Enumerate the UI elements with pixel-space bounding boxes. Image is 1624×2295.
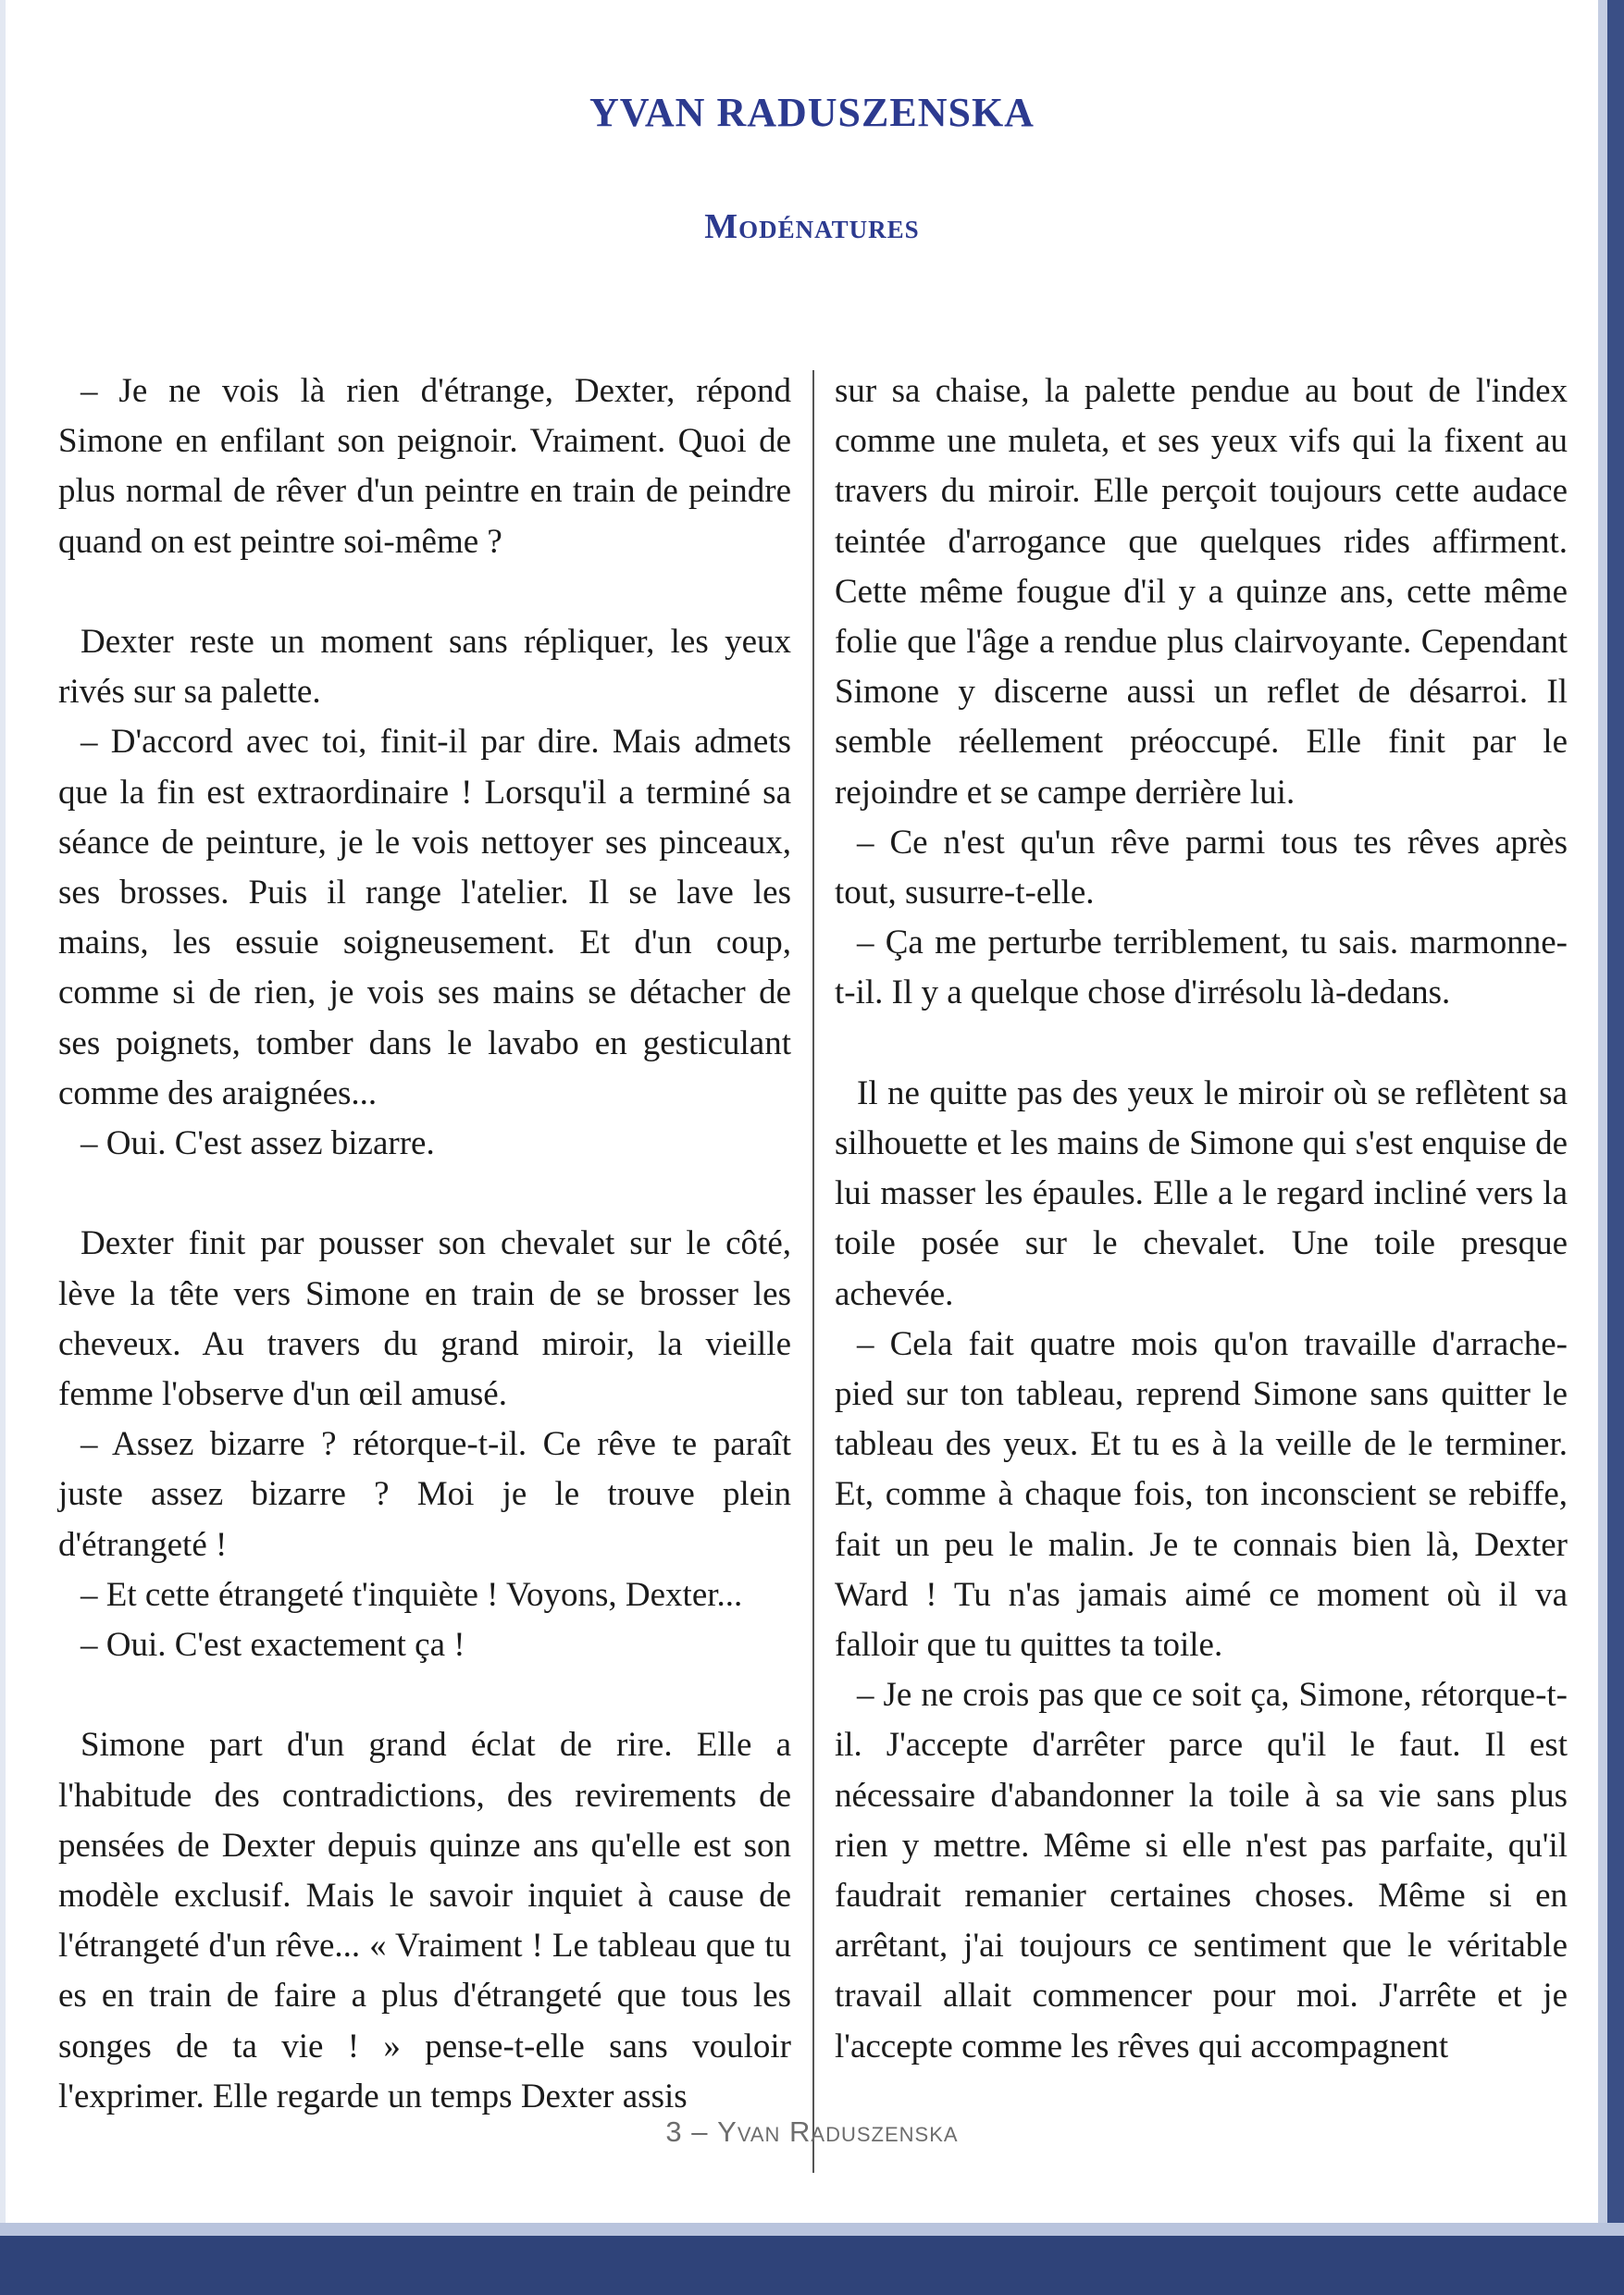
paragraph: – Assez bizarre ? rétorque-t-il. Ce rêve te paraît juste assez bizarre ? Moi je le trouve plein d'étrangeté ! — [58, 1425, 791, 1564]
page-footer — [0, 2115, 1624, 2149]
text-column-right — [835, 366, 1568, 2072]
paragraph: – D'accord avec toi, finit-il par dire. Mais admets que la fin est extraordinaire ! Lorsqu'il a terminé sa séance de peinture, je le vois nettoyer ses pinceaux, ses brosses. Puis il range l'atelier. Il se lave les mains, les essuie soigneusement. Et d'un coup, comme si de rien, je vois ses mains se détacher de ses poignets, tomber dans le lavabo en gesticulant comme des araignées... — [58, 723, 791, 1112]
paragraph-gap — [58, 1670, 791, 1720]
paragraph-gap — [58, 567, 791, 617]
paragraph: – Oui. C'est assez bizarre. — [81, 1124, 435, 1163]
page-frame-right — [1607, 0, 1624, 2295]
paragraph: Il ne quitte pas des yeux le miroir où se reflètent sa silhouette et les mains de Simone qui s'est enquise de lui masser les épaules. Elle a le regard incliné vers la toile posée sur le chevalet. Une toile presque achevée. — [835, 1073, 1568, 1313]
page-frame-bottom — [0, 2232, 1624, 2295]
paragraph-gap — [58, 1169, 791, 1219]
paragraph-gap — [835, 1019, 1568, 1069]
page-frame-bottom-inner — [0, 2223, 1624, 2236]
paragraph: – Oui. C'est exactement ça ! — [81, 1626, 465, 1665]
paragraph: Dexter finit par pousser son chevalet sur le côté, lève la tête vers Simone en train de se brosser les cheveux. Au travers du grand miroir, la vieille femme l'observe d'un œil amusé. — [58, 1224, 791, 1414]
paragraph: Dexter reste un moment sans répliquer, les yeux rivés sur sa palette. — [58, 623, 791, 712]
paragraph: – Et cette étrangeté t'inquiète ! Voyons, Dexter... — [81, 1575, 743, 1614]
paragraph: Simone part d'un grand éclat de rire. Elle a l'habitude des contradictions, des revirements de pensées de Dexter depuis quinze ans qu'elle est son modèle exclusif. Mais le savoir inquiet à cause de l'étrangeté d'un rêve... « Vraiment ! Le tableau que tu es en train de faire a plus d'étrangeté que tous les songes de ta vie ! » pense-t-elle sans vouloir l'exprimer. Elle regarde un temps Dexter assis — [58, 1726, 791, 2115]
paragraph: – Ce n'est qu'un rêve parmi tous tes rêves après tout, susurre-t-elle. — [835, 823, 1568, 912]
paragraph: – Je ne vois là rien d'étrange, Dexter, répond Simone en enfilant son peignoir. Vraiment. Quoi de plus normal de rêver d'un peintre en train de peindre quand on est peintre soi-même ? — [58, 372, 791, 561]
footer-author: Yvan Raduszenska — [717, 2115, 959, 2148]
page-frame-right-inner — [1598, 0, 1607, 2295]
paragraph: – Ça me perturbe terriblement, tu sais. marmonne-t-il. Il y a quelque chose d'irrésolu là-dedans. — [835, 924, 1568, 1012]
page-number: 3 — [665, 2115, 683, 2148]
paragraph: – Cela fait quatre mois qu'on travaille d'arrache-pied sur ton tableau, reprend Simone sans quitter le tableau des yeux. Et tu es à la veille de le terminer. Et, comme à chaque fois, ton inconscient se rebiffe, fait un peu le malin. Je te connais bien là, Dexter Ward ! Tu n'as jamais aimé ce moment où il va falloir que tu quittes ta toile. — [835, 1324, 1568, 1665]
story-title: Modénatures — [704, 207, 920, 246]
author-heading: YVAN RADUSZENSKA — [589, 90, 1035, 135]
column-divider — [812, 370, 814, 2173]
text-column-left — [58, 366, 791, 2122]
footer-separator: – — [691, 2115, 709, 2148]
paragraph-continued: sur sa chaise, la palette pendue au bout de l'index comme une muleta, et ses yeux vifs qui la fixent au travers du miroir. Elle perçoit toujours cette audace teintée d'arrogance que quelques rides affirment. Cette même fougue d'il y a quinze ans, cette même folie que l'âge a rendue plus clairvoyante. Cependant Simone y discerne aussi un reflet de désarroi. Il semble réellement préoccupé. Elle finit par le rejoindre et se campe derrière lui. — [835, 372, 1568, 812]
paragraph: – Je ne crois pas que ce soit ça, Simone, rétorque-t-il. J'accepte d'arrêter parce qu'il le faut. Il est nécessaire d'abandonner la toile à sa vie sans plus rien y mettre. Même si elle n'est pas parfaite, qu'il faudrait remanier certaines choses. Même si en arrêtant, j'ai toujours ce sentiment que le véritable travail allait commencer pour moi. J'arrête et je l'accepte comme les rêves qui accompagnent — [835, 1676, 1568, 2066]
